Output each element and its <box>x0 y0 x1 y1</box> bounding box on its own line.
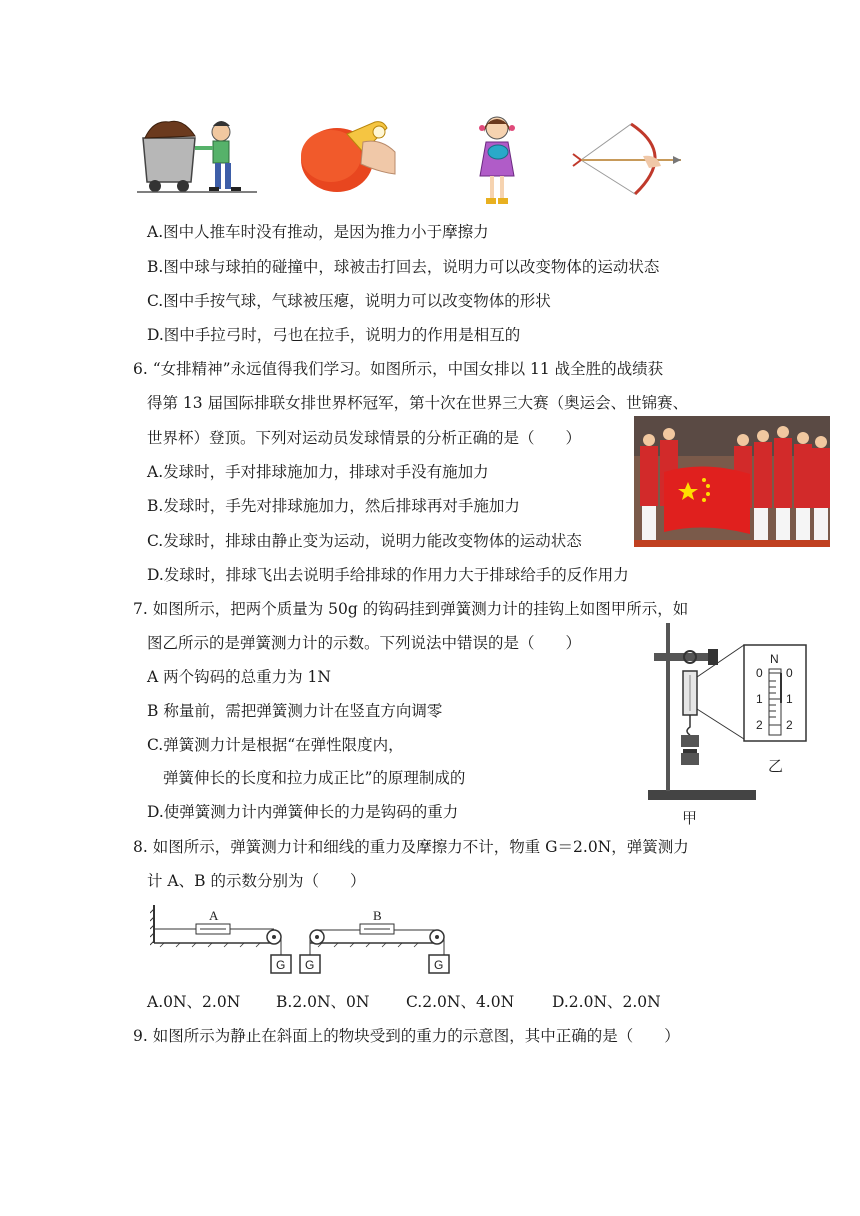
q8-pulley-figure <box>150 903 456 977</box>
q7-scale-right-2: 2 <box>786 718 793 732</box>
q8-option-b: B.2.0N、0N <box>276 993 370 1011</box>
q7-scale-right-1: 1 <box>786 692 793 706</box>
q8-stem-line-1: 8. 如图所示，弹簧测力计和细线的重力及摩擦力不计，物重 G＝2.0N，弹簧测力 <box>133 838 689 856</box>
q7-scale-unit-n: N <box>770 652 779 666</box>
q5-option-b: B.图中球与球拍的碰撞中，球被击打回去，说明力可以改变物体的运动状态 <box>147 258 660 276</box>
q7-scale-left-2: 2 <box>756 718 763 732</box>
q7-label-jia: 甲 <box>682 809 698 827</box>
q6-volleyball-team-photo <box>634 416 830 547</box>
q6-stem-line-2: 得第 13 届国际排联女排世界杯冠军，第十次在世界三大赛（奥运会、世锦赛、 <box>147 394 689 412</box>
q7-option-b: B 称量前，需把弹簧测力计在竖直方向调零 <box>147 702 443 720</box>
q8-option-a: A.0N、2.0N <box>147 993 241 1011</box>
q7-option-d: D.使弹簧测力计内弹簧伸长的力是钩码的重力 <box>147 803 459 821</box>
q7-scale-right-0: 0 <box>786 666 793 680</box>
q7-scale-left-1: 1 <box>756 692 763 706</box>
q5-bow-arrow-illustration <box>565 120 685 198</box>
q5-cart-push-illustration <box>133 110 261 196</box>
q6-stem-line-3: 世界杯）登顶。下列对运动员发球情景的分析正确的是（ ） <box>147 429 582 447</box>
q6-option-a: A.发球时，手对排球施加力，排球对手没有施加力 <box>147 463 489 481</box>
q8-scale-b-label: B <box>373 908 382 923</box>
q8-weight-3-label: G <box>434 958 444 972</box>
q7-stem-line-2: 图乙所示的是弹簧测力计的示数。下列说法中错误的是（ ） <box>147 634 582 652</box>
q5-option-d: D.图中手拉弓时，弓也在拉手，说明力的作用是相互的 <box>147 326 521 344</box>
q6-option-d: D.发球时，排球飞出去说明手给排球的作用力大于排球给手的反作用力 <box>147 566 629 584</box>
q5-option-c: C.图中手按气球，气球被压瘪，说明力可以改变物体的形状 <box>147 292 551 310</box>
q9-stem-line-1: 9. 如图所示为静止在斜面上的物块受到的重力的示意图，其中正确的是（ ） <box>133 1027 680 1045</box>
q7-option-a: A 两个钩码的总重力为 1N <box>147 668 331 686</box>
q7-option-c: C.弹簧测力计是根据“在弹性限度内， <box>147 736 404 754</box>
q6-option-b: B.发球时，手先对排球施加力，然后排球再对手施加力 <box>147 497 520 515</box>
q5-balloon-girl-illustration <box>466 110 528 210</box>
q7-label-yi: 乙 <box>768 757 784 775</box>
q8-option-c: C.2.0N、4.0N <box>406 993 515 1011</box>
q5-paddle-ball-illustration <box>283 112 401 198</box>
q7-scale-left-0: 0 <box>756 666 763 680</box>
q8-option-d: D.2.0N、2.0N <box>552 993 661 1011</box>
q7-option-c-continued: 弹簧伸长的长度和拉力成正比”的原理制成的 <box>163 769 466 787</box>
q6-stem-line-1: 6. “女排精神”永远值得我们学习。如图所示，中国女排以 11 战全胜的战绩获 <box>133 360 664 378</box>
q8-scale-a-label: A <box>209 908 219 923</box>
q8-weight-2-label: G <box>305 958 315 972</box>
q8-weight-1-label: G <box>276 958 286 972</box>
q7-spring-scale-figure <box>642 617 820 829</box>
q5-option-a: A.图中人推车时没有推动，是因为推力小于摩擦力 <box>147 223 489 241</box>
q7-stem-line-1: 7. 如图所示，把两个质量为 50g 的钩码挂到弹簧测力计的挂钩上如图甲所示，如 <box>133 600 689 618</box>
q6-option-c: C.发球时，排球由静止变为运动，说明力能改变物体的运动状态 <box>147 532 582 550</box>
q8-stem-line-2: 计 A、B 的示数分别为（ ） <box>147 872 366 890</box>
